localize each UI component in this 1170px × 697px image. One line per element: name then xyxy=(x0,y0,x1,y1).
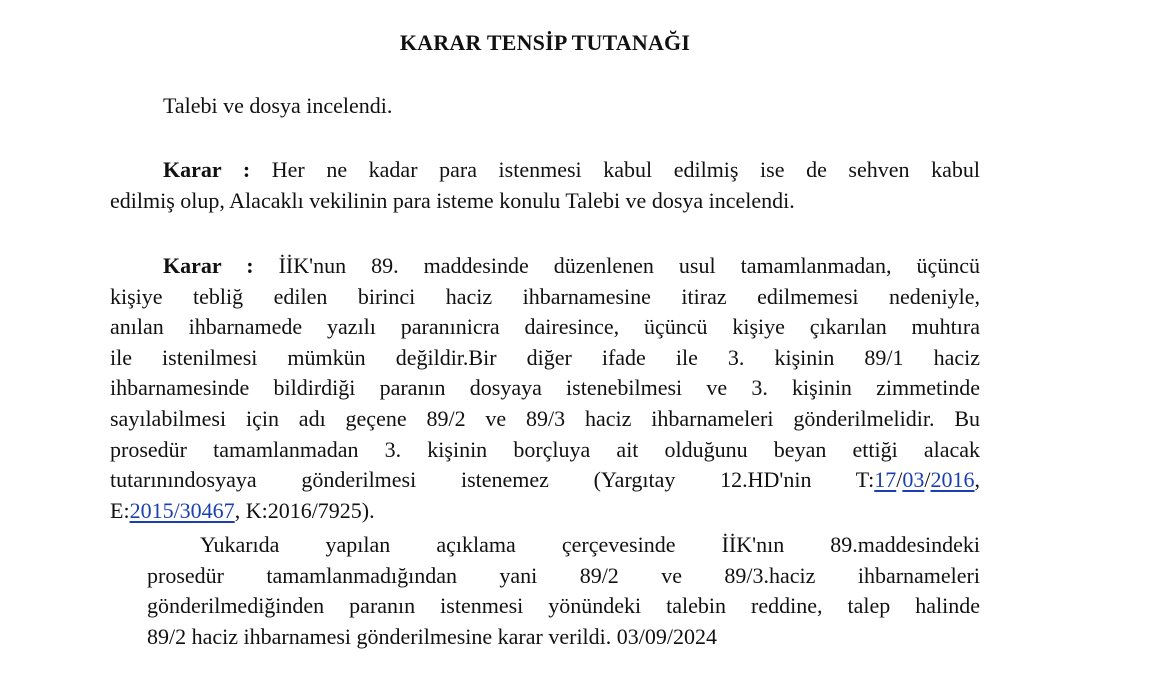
paragraph-conclusion-line-1: Yukarıda yapılan açıklama çerçevesinde İİK'nın 89.maddesindeki xyxy=(200,532,980,557)
paragraph-decision-2-line-7: prosedür tamamlanmadan 3. kişinin borçluya ait olduğunu beyan ettiği alacak xyxy=(110,436,980,462)
paragraph-decision-1-line-1: Karar : Her ne kadar para istenmesi kabul edilmiş ise de sehven kabul xyxy=(163,157,980,182)
paragraph-decision-2-line-6: sayılabilmesi için adı geçene 89/2 ve 89/3 haciz ihbarnameleri gönderilmelidir. Bu xyxy=(110,405,980,431)
document-title: KARAR TENSİP TUTANAĞI xyxy=(399,30,691,55)
paragraph-decision-2-line-9: E:2015/30467, K:2016/7925). xyxy=(110,497,375,523)
paragraph-decision-2-line-1: Karar : İİK'nun 89. maddesinde düzenlenen usul tamamlanmadan, üçüncü xyxy=(163,253,981,278)
date-year-link[interactable]: 2016 xyxy=(930,467,975,493)
paragraph-decision-2-line-5: ihbarnamesinde bildirdiği paranın dosyaya istenebilmesi ve 3. kişinin zimmetinde xyxy=(110,375,980,401)
paragraph-decision-2-line-8: tutarınındosyaya gönderilmesi istenemez (Yargıtay 12.HD'nin T:17/03/2016, xyxy=(110,467,980,493)
paragraph-conclusion-line-4: 89/2 haciz ihbarnamesi gönderilmesine karar verildi. 03/09/2024 xyxy=(147,623,718,649)
date-month-link[interactable]: 03 xyxy=(902,467,925,493)
paragraph-intro-text: Talebi ve dosya incelendi. xyxy=(163,93,393,118)
paragraph-conclusion-line-3: gönderilmediğinden paranın istenmesi yönündeki talebin reddine, talep halinde xyxy=(147,593,980,619)
decision-label: Karar : xyxy=(163,253,254,278)
paragraph-intro-line xyxy=(110,91,980,122)
paragraph-decision-2-line-2: kişiye tebliğ edilen birinci haciz ihbarnamesine itiraz edilmemesi nedeniyle, xyxy=(110,283,980,309)
paragraph-intro xyxy=(110,91,980,122)
paragraph-decision-2-line-3: anılan ihbarnamede yazılı paranınicra dairesince, üçüncü kişiye çıkarılan muhtıra xyxy=(110,314,980,340)
date-day-link[interactable]: 17 xyxy=(874,467,897,493)
paragraph-decision-1 xyxy=(110,155,980,216)
paragraph-decision-2 xyxy=(110,251,980,526)
paragraph-decision-2-line-4: ile istenilmesi mümkün değildir.Bir diğer ifade ile 3. kişinin 89/1 haciz xyxy=(110,344,980,370)
paragraph-decision-1-line-2: edilmiş olup, Alacaklı vekilinin para isteme konulu Talebi ve dosya incelendi. xyxy=(110,187,795,213)
decision-label: Karar : xyxy=(163,157,251,182)
paragraph-conclusion-line-2: prosedür tamamlanmadığından yani 89/2 ve 89/3.haciz ihbarnameleri xyxy=(147,562,980,588)
paragraph-conclusion xyxy=(147,530,980,652)
case-number-link[interactable]: 2015/30467 xyxy=(129,497,235,523)
